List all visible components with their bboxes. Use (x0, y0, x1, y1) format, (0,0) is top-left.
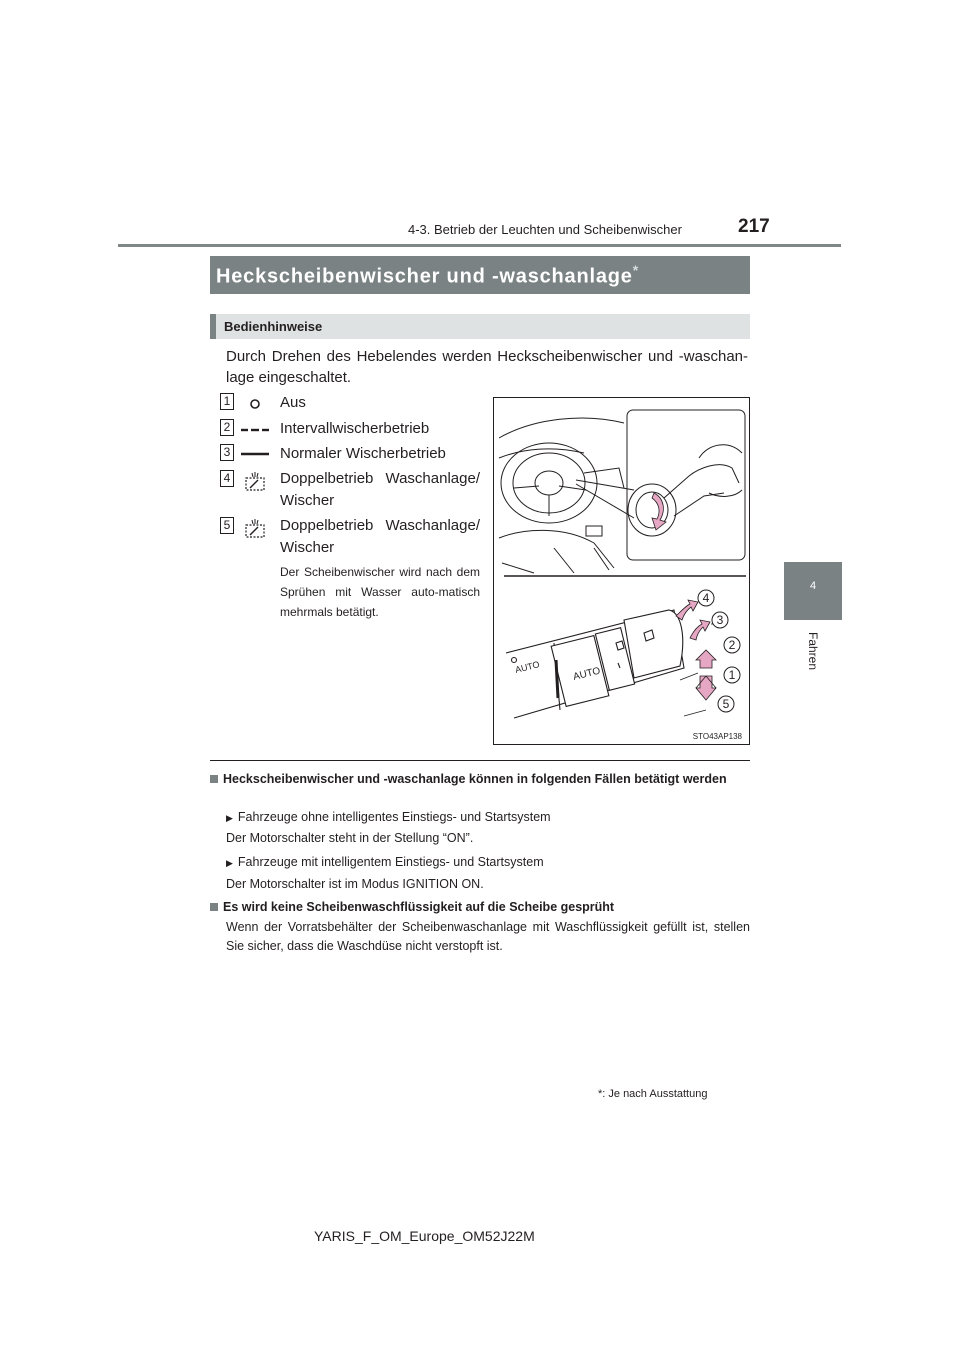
note-bullet-1-detail: Der Motorschalter steht in der Stellung “ON”. (226, 831, 474, 845)
note-bullet-1-text: Fahrzeuge ohne intelligentes Einstiegs- und Startsystem (237, 810, 551, 824)
item-number-4: 4 (220, 470, 234, 487)
item-number-5: 5 (220, 517, 234, 534)
note-bullet-2 (226, 853, 750, 873)
footnote-star: * (598, 1088, 603, 1100)
normal-wiper-symbol-icon (240, 445, 270, 465)
section-title (216, 262, 639, 289)
header-rule (118, 244, 841, 247)
item-5-note: Der Scheibenwischer wird nach dem Sprühen mit Wasser auto-matisch mehrmals betätigt. (280, 565, 480, 619)
callout-4: 4 (702, 591, 710, 605)
document-code-footer: YARIS_F_OM_Europe_OM52J22M (314, 1228, 535, 1244)
note-bullet-2-text: Fahrzeuge mit intelligentem Einstiegs- und Startsystem (237, 855, 544, 869)
intro-paragraph: Durch Drehen des Hebelendes werden Heckscheibenwischer und -waschan-lage eingeschaltet. (226, 348, 748, 386)
subheading-accent (210, 314, 216, 339)
item-label-4: Doppelbetrieb Waschanlage/ Wischer (280, 470, 480, 509)
chapter-tab-label: Fahren (806, 632, 820, 671)
lever-label-auto: AUTO (572, 665, 602, 683)
note-heading-1 (210, 770, 750, 789)
item-label-5: Doppelbetrieb Waschanlage/ Wischer (280, 517, 480, 556)
triangle-bullet-icon: ▶ (226, 813, 233, 823)
illustration-drawing (494, 398, 749, 744)
washer-wiper-symbol-icon (240, 517, 270, 539)
callout-2: 2 (728, 638, 736, 652)
chapter-tab-number: 4 (809, 580, 817, 592)
footnote-text: : Je nach Ausstattung (602, 1088, 708, 1100)
note-square-icon (210, 903, 218, 911)
note-heading-2-text: Es wird keine Scheibenwaschflüssigkeit auf die Scheibe gesprüht (223, 900, 615, 914)
item-label-3: Normaler Wischerbetrieb (280, 445, 446, 462)
item-number-3: 3 (220, 444, 234, 461)
intermittent-symbol-icon (240, 420, 270, 440)
page-number: 217 (738, 216, 770, 237)
note-heading-2 (210, 898, 750, 917)
callout-3: 3 (716, 613, 724, 627)
section-title-text: Heckscheibenwischer und -waschanlage (216, 265, 633, 288)
running-header-section: 4-3. Betrieb der Leuchten und Scheibenwischer (408, 222, 682, 237)
triangle-bullet-icon: ▶ (226, 858, 233, 868)
callout-1: 1 (728, 668, 736, 682)
illustration-code: STO43AP138 (692, 732, 742, 741)
item-label-2: Intervallwischerbetrieb (280, 420, 430, 437)
note-2-body: Wenn der Vorratsbehälter der Scheibenwaschanlage mit Waschflüssigkeit gefüllt ist, stellen Sie sicher, dass die Waschdüse nicht verstopft ist. (226, 920, 750, 953)
separator-rule (210, 760, 750, 761)
item-number-2: 2 (220, 419, 234, 436)
off-symbol-icon (240, 394, 270, 414)
note-heading-1-text: Heckscheibenwischer und -waschanlage können in folgenden Fällen betätigt werden (223, 772, 727, 786)
note-bullet-2-detail: Der Motorschalter ist im Modus IGNITION ON. (226, 877, 484, 891)
callout-5: 5 (722, 697, 730, 711)
footnote (598, 1088, 707, 1100)
note-square-icon (210, 775, 218, 783)
subheading: Bedienhinweise (224, 319, 323, 334)
item-label-1: Aus (280, 394, 306, 411)
note-bullet-1 (226, 808, 750, 828)
wiper-lever-illustration (493, 397, 750, 745)
washer-wiper-symbol-icon (240, 470, 270, 492)
item-number-1: 1 (220, 393, 234, 410)
section-title-star: * (632, 262, 639, 278)
lever-label-auto-small: AUTO (514, 659, 541, 675)
